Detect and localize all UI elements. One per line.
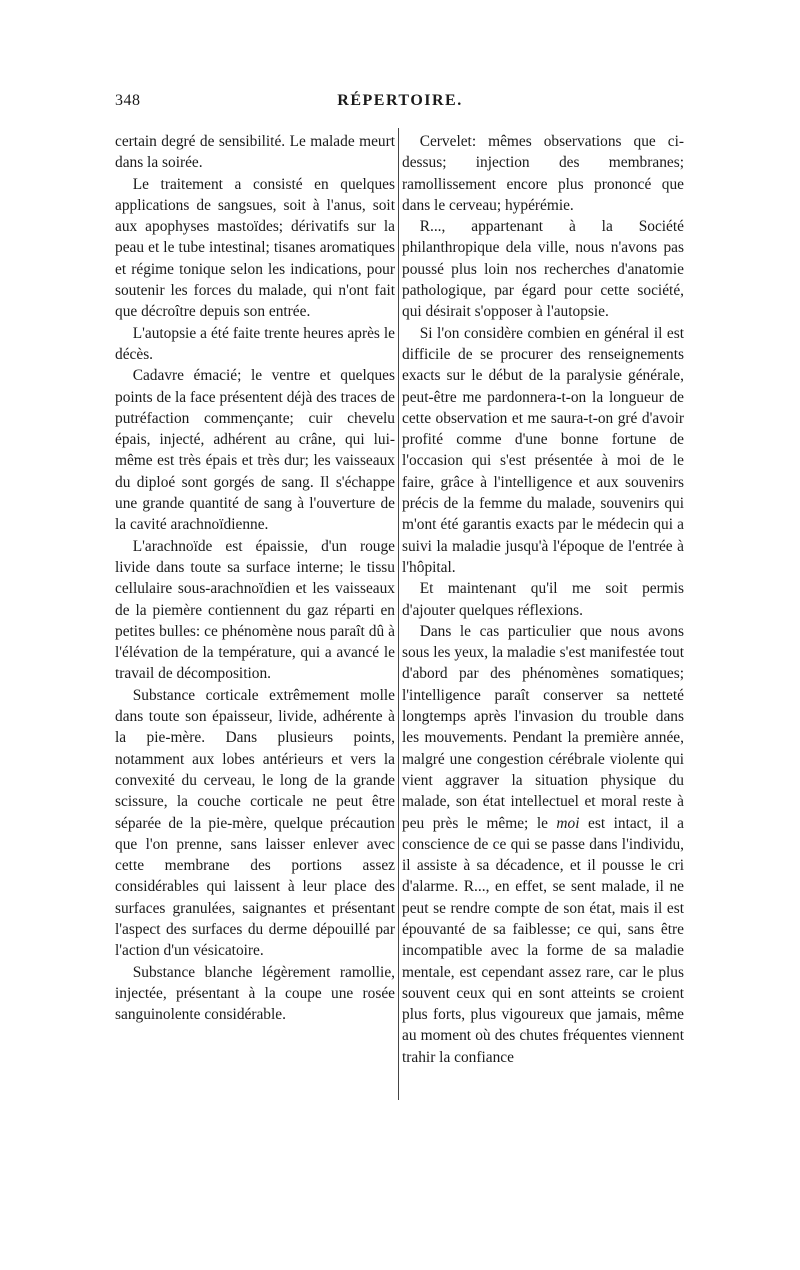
paragraph: Si l'on considère combien en général il est difficile de se procurer des renseignements exacts sur le début de la paralysie générale, peut-être me pardonnera-t-on la longueur de cette observation et me saura-t-on gré d'avoir profité comme d'une bonne fortune de l'occasion qui s'est présentée à moi de le faire, grâce à l'intelligence et aux souvenirs précis de la femme du malade, souvenirs qui m'ont été garantis exacts par le médecin qui a suivi la maladie jusqu'à l'époque de l'entrée à l'hôpital. bbox=[402, 324, 684, 576]
running-head bbox=[115, 92, 685, 116]
paragraph-text: est intact, il a conscience de ce qui se passe dans l'individu, il assiste à sa décadence, et il pousse le cri d'alarme. R..., en effet, se sent malade, il ne peut se rendre compte de son état, mais il est épouvanté de sa faiblesse; ce qui, sans être incompatible avec la forme de sa maladie mentale, est cependant assez rare, car le plus souvent ceux qui en sont atteints se croient plus forts, plus vigoureux que jamais, même au moment où des chutes fréquentes viennent trahir la confiance bbox=[402, 814, 684, 1066]
paragraph: Cadavre émacié; le ventre et quelques points de la face présentent déjà des traces de putréfaction commençante; cuir chevelu épais, injecté, adhérent au crâne, qui lui-même est très épais et très dur; les vaisseaux du diploé sont gorgés de sang. Il s'échappe une grande quantité de sang à l'ouverture de la cavité arachnoïdienne. bbox=[115, 367, 395, 534]
column-divider bbox=[398, 128, 399, 1100]
paragraph: Et maintenant qu'il me soit permis d'ajouter quelques réflexions. bbox=[402, 580, 684, 619]
paragraph: L'autopsie a été faite trente heures après le décès. bbox=[115, 324, 395, 363]
paragraph: Cervelet: mêmes observations que ci-dessus; injection des membranes; ramollissement encore plus prononcé que dans le cerveau; hypérémie. bbox=[402, 133, 684, 214]
paragraph: certain degré de sensibilité. Le malade meurt dans la soirée. bbox=[115, 133, 395, 172]
page-number: 348 bbox=[115, 92, 141, 109]
paragraph: L'arachnoïde est épaissie, d'un rouge livide dans toute sa surface interne; le tissu cellulaire sous-arachnoïdien et les vaisseaux de la piemère contiennent du gaz réparti en petites bulles: ce phénomène nous paraît dû à l'élévation de la température, qui a avancé le travail de décomposition. bbox=[115, 537, 395, 683]
italic-word: moi bbox=[556, 814, 580, 832]
paragraph: Le traitement a consisté en quelques applications de sangsues, soit à l'anus, soit aux apophyses mastoïdes; dérivatifs sur la peau et le tube intestinal; tisanes aromatiques et régime tonique selon les indications, pour soutenir les forces du malade, qui n'ont fait que décroître depuis son entrée. bbox=[115, 175, 395, 321]
paragraph: Substance blanche légèrement ramollie, injectée, présentant à la coupe une rosée sanguinolente considérable. bbox=[115, 963, 395, 1024]
paragraph: R..., appartenant à la Société philanthropique dela ville, nous n'avons pas poussé plus loin nos recherches d'anatomie pathologique, par égard pour cette société, qui désirait s'opposer à l'autopsie. bbox=[402, 218, 684, 321]
left-column bbox=[115, 131, 395, 1025]
paragraph: Substance corticale extrêmement molle dans toute son épaisseur, livide, adhérente à la pie-mère. Dans plusieurs points, notamment aux lobes antérieurs et vers la convexité du cerveau, le long de la grande scissure, la couche corticale ne peut être séparée de la pie-mère, quelque précaution que l'on prenne, sans laisser enlever avec cette membrane des portions assez considérables qui laissent à leur place des surfaces granulées, saignantes et présentant l'aspect des surfaces du derme dépouillé par l'action d'un vésicatoire. bbox=[115, 686, 395, 960]
running-title: RÉPERTOIRE. bbox=[337, 92, 463, 109]
right-column bbox=[402, 131, 684, 1068]
paragraph bbox=[402, 621, 684, 1068]
paragraph-text: Dans le cas particulier que nous avons sous les yeux, la maladie s'est manifestée tout d'abord par des phénomènes somatiques; l'intelligence paraît conserver sa netteté longtemps après l'invasion du trouble dans les mouvements. Pendant la première année, malgré une congestion cérébrale violente qui vient aggraver la situation physique du malade, son état intellectuel et moral reste à peu près le même; le bbox=[402, 622, 684, 832]
